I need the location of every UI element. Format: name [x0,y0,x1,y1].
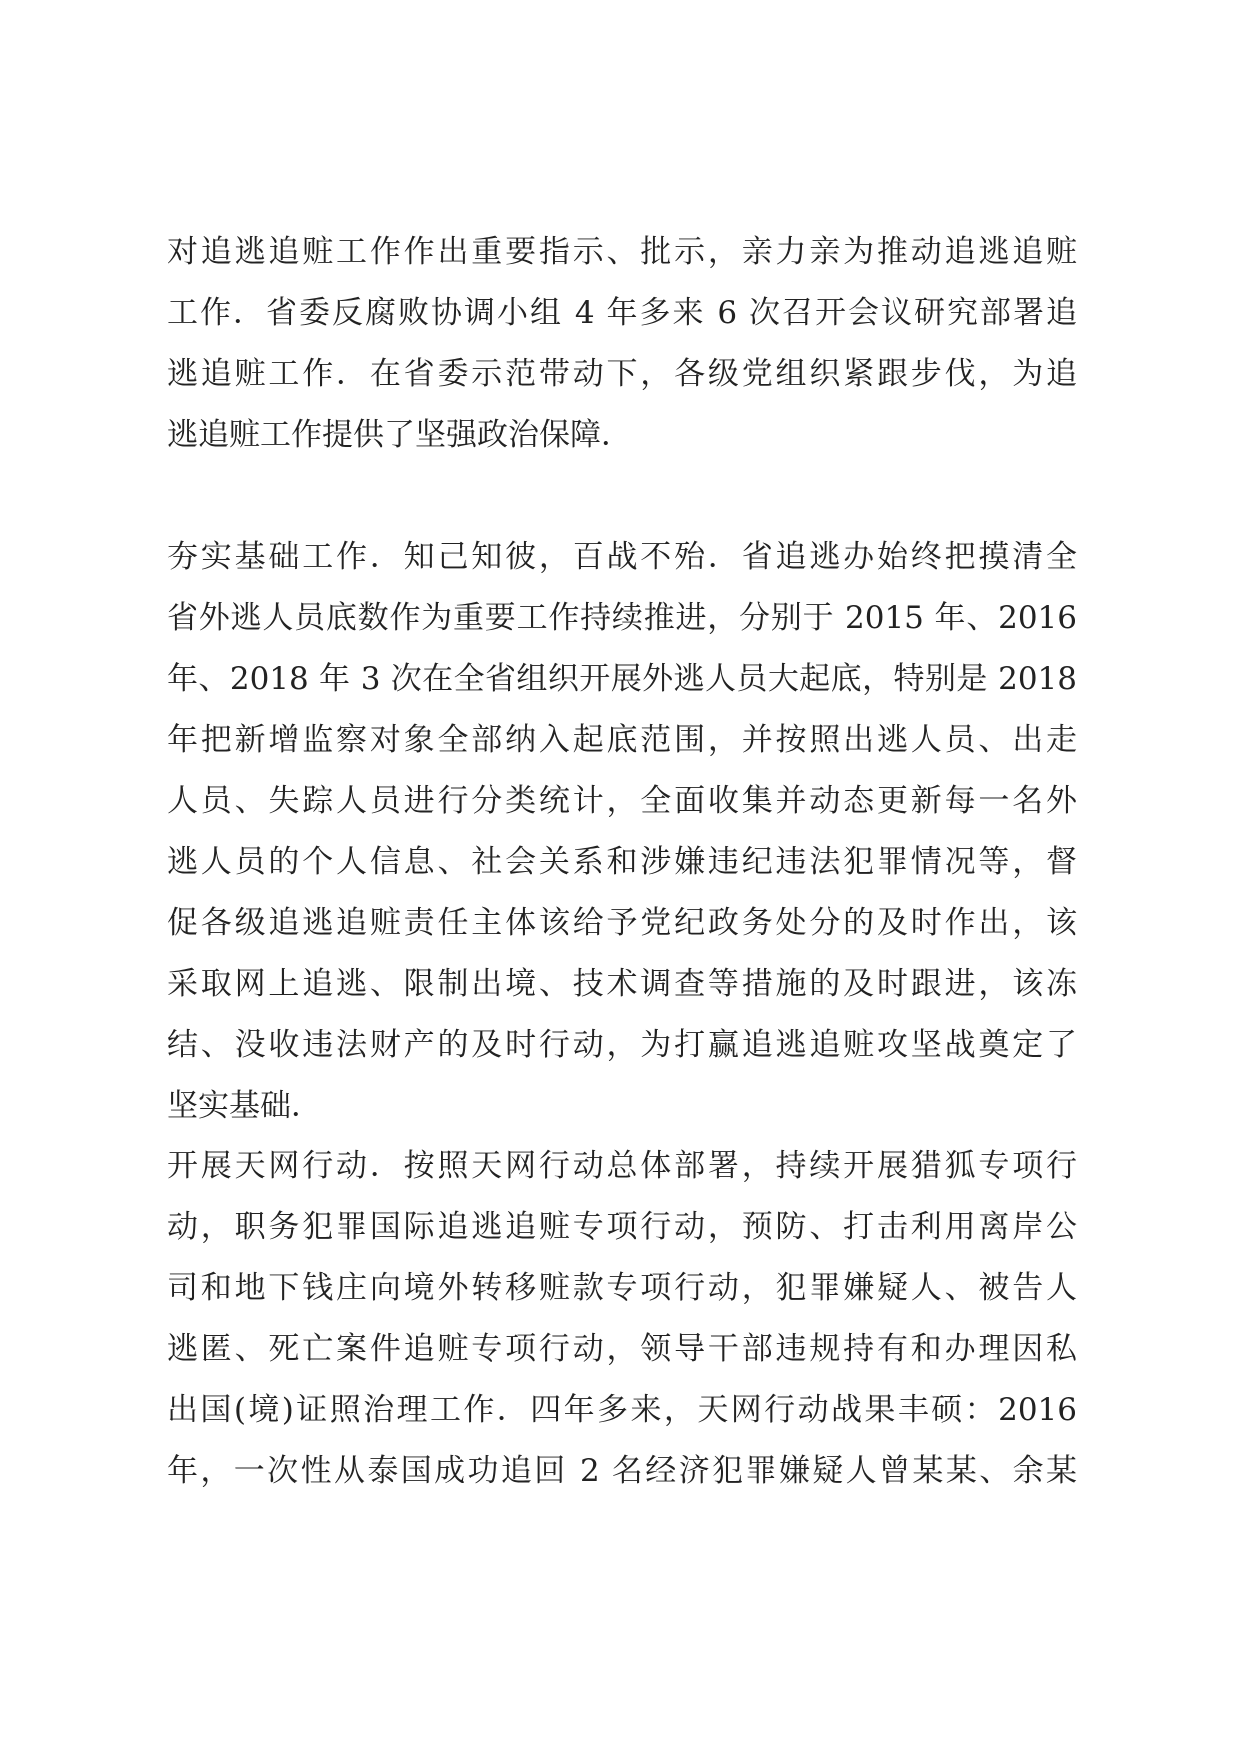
text-line: 结、没收违法财产的及时行动，为打赢追逃追赃攻坚战奠定了 [167,1027,1077,1063]
text-line: 年，一次性从泰国成功追回 2 名经济犯罪嫌疑人曾某某、余某 [167,1453,1077,1489]
text-line: 工作．省委反腐败协调小组 4 年多来 6 次召开会议研究部署追 [167,295,1077,331]
text-line: 逃追赃工作提供了坚强政治保障． [167,417,632,453]
text-line: 省外逃人员底数作为重要工作持续推进，分别于 2015 年、2016 [167,600,1077,636]
paragraph-foundation-work [167,527,1077,1137]
text-line: 坚实基础． [167,1088,322,1124]
paragraph-political-guarantee [167,222,1077,466]
text-line: 年、2018 年 3 次在全省组织开展外逃人员大起底，特别是 2018 [167,661,1077,697]
text-line: 促各级追逃追赃责任主体该给予党纪政务处分的及时作出，该 [167,905,1077,941]
text-line: 司和地下钱庄向境外转移赃款专项行动，犯罪嫌疑人、被告人 [167,1270,1077,1306]
text-line: 逃匿、死亡案件追赃专项行动，领导干部违规持有和办理因私 [167,1331,1077,1367]
paragraph-skynet-action [167,1136,1077,1502]
text-line: 逃人员的个人信息、社会关系和涉嫌违纪违法犯罪情况等，督 [167,844,1077,880]
text-line: 逃追赃工作．在省委示范带动下，各级党组织紧跟步伐，为追 [167,356,1077,392]
text-line: 开展天网行动．按照天网行动总体部署，持续开展猎狐专项行 [167,1148,1077,1184]
text-line: 人员、失踪人员进行分类统计，全面收集并动态更新每一名外 [167,783,1077,819]
text-line: 对追逃追赃工作作出重要指示、批示，亲力亲为推动追逃追赃 [167,234,1077,270]
text-line: 动，职务犯罪国际追逃追赃专项行动，预防、打击利用离岸公 [167,1209,1077,1245]
text-line: 夯实基础工作．知己知彼，百战不殆．省追逃办始终把摸清全 [167,539,1077,575]
text-line: 出国(境)证照治理工作．四年多来，天网行动战果丰硕：2016 [167,1392,1077,1428]
text-line: 年把新增监察对象全部纳入起底范围，并按照出逃人员、出走 [167,722,1077,758]
text-line: 采取网上追逃、限制出境、技术调查等措施的及时跟进，该冻 [167,966,1077,1002]
